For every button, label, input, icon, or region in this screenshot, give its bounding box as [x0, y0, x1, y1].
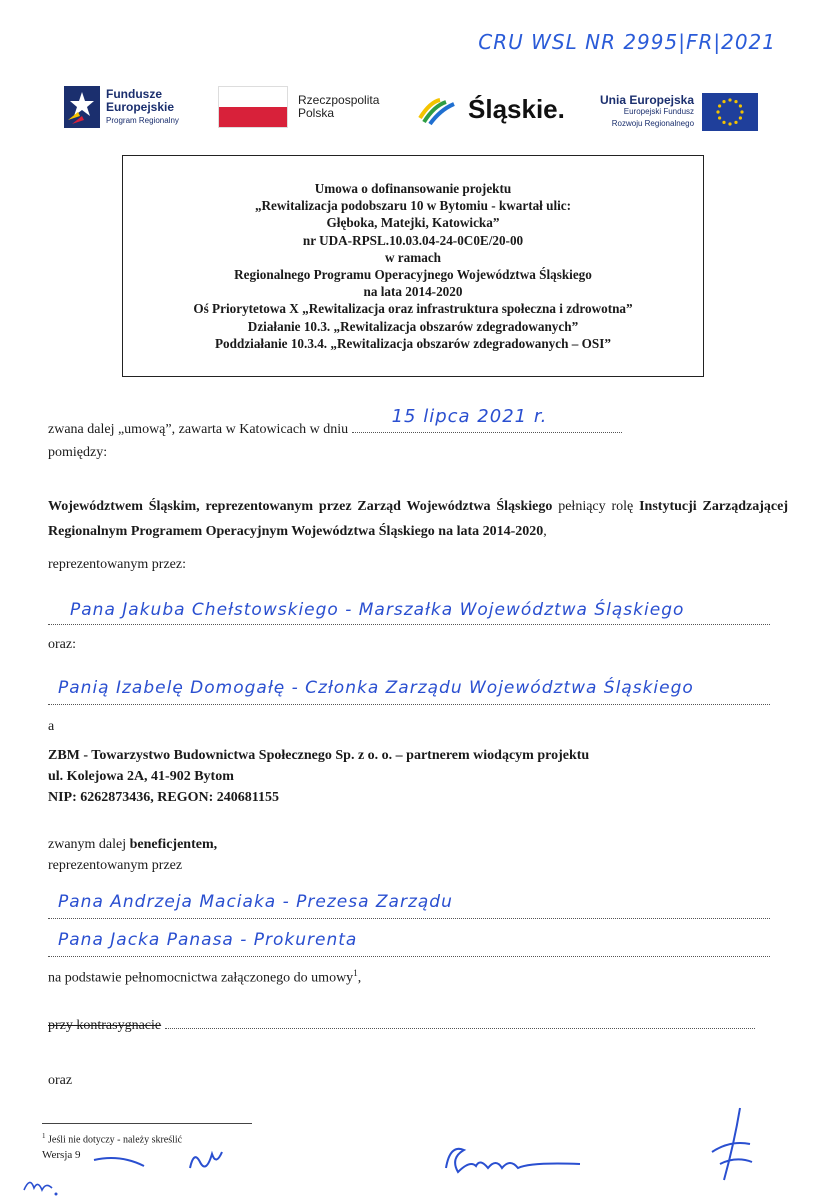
- signature-right: [700, 1104, 760, 1184]
- polish-flag-icon: [218, 86, 288, 128]
- party2-address: ul. Kolejowa 2A, 41-902 Bytom: [48, 769, 234, 784]
- party2-ids: NIP: 6262873436, REGON: 240681155: [48, 790, 279, 805]
- footnote-ref: 1: [353, 968, 358, 978]
- initials-signature-2: [22, 1172, 62, 1198]
- date-handwritten: 15 lipca 2021 r.: [391, 406, 548, 427]
- countersignature-label: przy kontrasygnacie: [48, 1018, 162, 1033]
- ue-line3: Rozwoju Regionalnego: [611, 119, 695, 128]
- fe-line3: Program Regionalny: [106, 115, 179, 125]
- date-prefix: zwana dalej „umową”, zawarta w Katowicach w dniu: [48, 422, 349, 437]
- eu-flag-icon: [702, 93, 758, 131]
- registration-stamp: CRU WSL NR 2995|FR|2021: [478, 30, 776, 54]
- rp-line1: Rzeczpospolita: [298, 93, 380, 107]
- party1-role: Instytucji Zarządzającej Regionalnym Programem Operacyjnym Województwa Śląskiego na lata 2014-2020: [48, 499, 789, 539]
- title-line-8: Oś Priorytetowa X „Rewitalizacja oraz infrastruktura społeczna i zdrowotna”: [193, 301, 633, 317]
- beneficiary-line: [48, 836, 217, 854]
- represented-by-label: reprezentowanym przez:: [48, 557, 186, 572]
- title-line-3: Głęboka, Matejki, Katowicka”: [326, 215, 500, 231]
- date-line: [48, 406, 668, 439]
- ue-line2: Europejski Fundusz: [623, 107, 695, 116]
- fe-star-icon: [64, 86, 100, 128]
- party1-comma: ,: [543, 524, 547, 539]
- logo-slaskie: [416, 92, 565, 126]
- title-line-5: w ramach: [384, 249, 442, 265]
- power-of-attorney-comma: ,: [357, 970, 362, 986]
- party1-paragraph: [48, 494, 788, 544]
- rep2-line: [48, 678, 770, 705]
- rep1-handwritten: Pana Jakuba Chełstowskiego - Marszałka Województwa Śląskiego: [70, 600, 685, 620]
- footnote: [42, 1132, 182, 1145]
- footnote-number: 1: [42, 1132, 46, 1140]
- title-line-9: Działanie 10.3. „Rewitalizacja obszarów zdegradowanych”: [247, 318, 579, 334]
- power-of-attorney-line: [48, 964, 361, 988]
- version-label: Wersja 9: [42, 1149, 81, 1161]
- slaskie-wordmark: Śląskie.: [468, 93, 565, 124]
- signature-center: [440, 1138, 590, 1178]
- rep3-line: [48, 892, 770, 919]
- countersignature-line: [48, 1016, 770, 1035]
- rep4-handwritten: Pana Jacka Panasa - Prokurenta: [58, 930, 358, 950]
- title-line-1: Umowa o dofinansowanie projektu: [314, 181, 512, 196]
- pomiedzy-label: pomiędzy:: [48, 445, 108, 460]
- footnote-text: Jeśli nie dotyczy - należy skreślić: [45, 1134, 183, 1146]
- beneficiary-prefix: zwanym dalej: [48, 837, 130, 852]
- footnote-divider: [42, 1123, 252, 1124]
- contract-title-box: [122, 155, 704, 377]
- party1-role-prefix: pełniący rolę: [552, 499, 640, 514]
- rep3-handwritten: Pana Andrzeja Maciaka - Prezesa Zarządu: [58, 892, 453, 912]
- title-line-7: na lata 2014-2020: [363, 284, 463, 300]
- party1-name: Województwem Śląskim, reprezentowanym przez Zarząd Województwa Śląskiego: [48, 499, 553, 514]
- power-of-attorney-text: na podstawie pełnomocnictwa załączonego do umowy: [48, 970, 354, 986]
- oraz-label-1: oraz:: [48, 637, 76, 652]
- title-line-6: Regionalnego Programu Operacyjnego Województwa Śląskiego: [234, 267, 592, 283]
- title-line-4: nr UDA-RPSL.10.03.04-24-0C0E/20-00: [302, 232, 524, 248]
- oraz-label-2: oraz: [48, 1073, 73, 1088]
- rep2-handwritten: Panią Izabelę Domogałę - Członka Zarządu Województwa Śląskiego: [58, 678, 694, 698]
- rp-line2: Polska: [298, 106, 335, 120]
- rep1-line: [48, 600, 770, 625]
- title-line-10: Poddziałanie 10.3.4. „Rewitalizacja obszarów zdegradowanych – OSI”: [215, 335, 611, 351]
- beneficiary-label: beneficjentem,: [129, 837, 218, 852]
- logo-unia-europejska: [600, 93, 758, 131]
- represented-by-label-2: reprezentowanym przez: [48, 858, 183, 873]
- title-line-2: „Rewitalizacja podobszaru 10 w Bytomiu - kwartał ulic:: [254, 198, 572, 214]
- slaskie-waves-icon: [416, 92, 462, 126]
- fe-line2: Europejskie: [106, 99, 175, 114]
- logo-rzeczpospolita: [218, 86, 379, 128]
- party2-name: ZBM - Towarzystwo Budownictwa Społecznego Sp. z o. o. – partnerem wiodącym projektu: [48, 748, 590, 763]
- ue-line1: Unia Europejska: [600, 93, 695, 107]
- fe-line1: Fundusze: [106, 86, 162, 101]
- logo-fundusze-europejskie: [64, 86, 179, 128]
- initials-signature-1: [90, 1148, 230, 1178]
- a-label: a: [48, 719, 55, 734]
- rep4-line: [48, 930, 770, 957]
